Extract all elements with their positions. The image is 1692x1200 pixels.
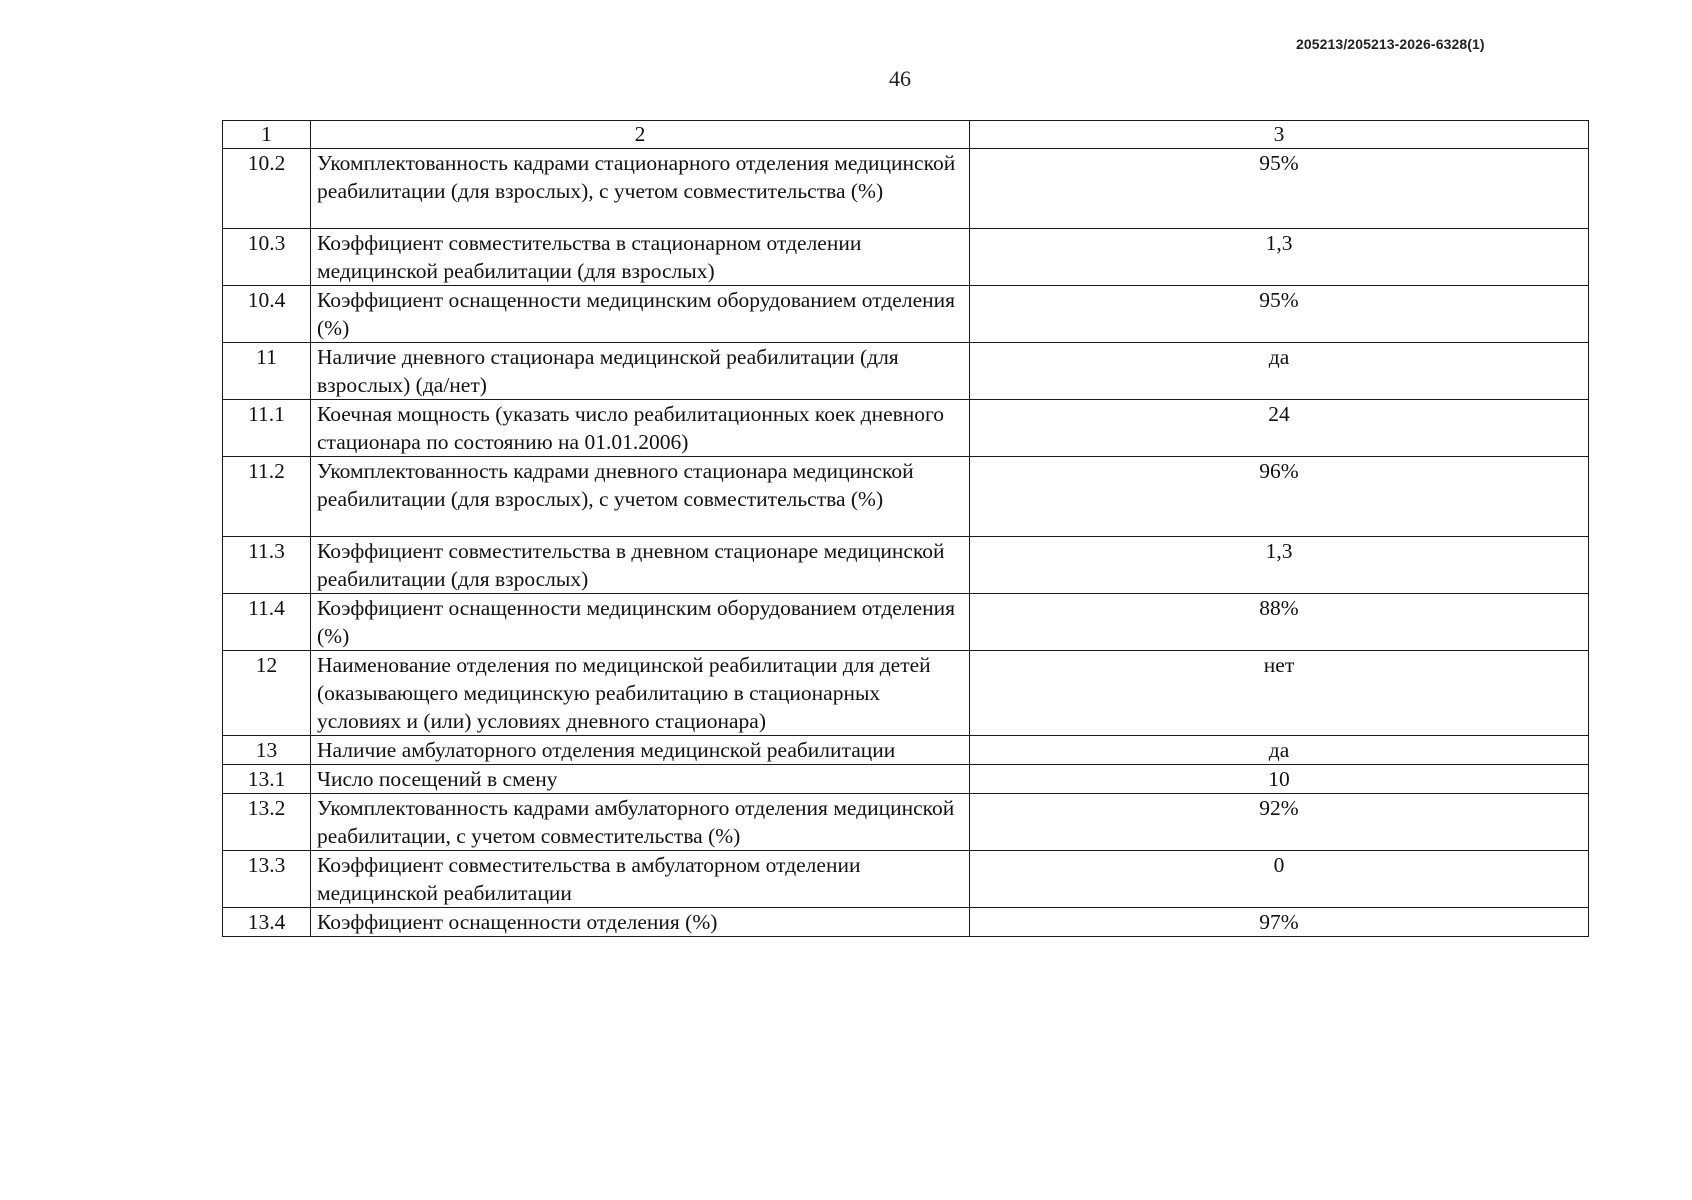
row-number: 10.3 bbox=[223, 229, 311, 286]
row-indicator: Коэффициент оснащенности медицинским оборудованием отделения (%) bbox=[311, 594, 970, 651]
header-cell-number: 1 bbox=[223, 121, 311, 149]
row-number: 13.2 bbox=[223, 794, 311, 851]
row-indicator: Коэффициент оснащенности медицинским оборудованием отделения (%) bbox=[311, 286, 970, 343]
row-value: 24 bbox=[970, 400, 1589, 457]
row-number: 13.1 bbox=[223, 765, 311, 794]
row-value: 95% bbox=[970, 286, 1589, 343]
row-number: 11 bbox=[223, 343, 311, 400]
row-number: 11.4 bbox=[223, 594, 311, 651]
row-number: 13.3 bbox=[223, 851, 311, 908]
table-row bbox=[223, 400, 1589, 457]
table-row bbox=[223, 594, 1589, 651]
row-value: 95% bbox=[970, 149, 1589, 229]
row-indicator: Наличие амбулаторного отделения медицинской реабилитации bbox=[311, 736, 970, 765]
table-row bbox=[223, 286, 1589, 343]
row-indicator: Число посещений в смену bbox=[311, 765, 970, 794]
row-number: 12 bbox=[223, 651, 311, 736]
row-indicator: Укомплектованность кадрами стационарного отделения медицинской реабилитации (для взрослых), с учетом совместительства (%) bbox=[311, 149, 970, 229]
row-value: 88% bbox=[970, 594, 1589, 651]
report-table bbox=[222, 120, 1589, 937]
row-value: 96% bbox=[970, 457, 1589, 537]
row-value: 92% bbox=[970, 794, 1589, 851]
table-row bbox=[223, 851, 1589, 908]
row-number: 13.4 bbox=[223, 908, 311, 937]
table-row bbox=[223, 794, 1589, 851]
row-value: 1,3 bbox=[970, 229, 1589, 286]
table-header-row bbox=[223, 121, 1589, 149]
table-row bbox=[223, 651, 1589, 736]
table-row bbox=[223, 736, 1589, 765]
row-indicator: Укомплектованность кадрами амбулаторного отделения медицинской реабилитации, с учетом совместительства (%) bbox=[311, 794, 970, 851]
row-indicator: Укомплектованность кадрами дневного стационара медицинской реабилитации (для взрослых), с учетом совместительства (%) bbox=[311, 457, 970, 537]
table-row bbox=[223, 765, 1589, 794]
row-indicator: Коэффициент совместительства в стационарном отделении медицинской реабилитации (для взрослых) bbox=[311, 229, 970, 286]
header-cell-value: 3 bbox=[970, 121, 1589, 149]
row-number: 10.4 bbox=[223, 286, 311, 343]
row-value: 0 bbox=[970, 851, 1589, 908]
row-number: 11.3 bbox=[223, 537, 311, 594]
row-number: 10.2 bbox=[223, 149, 311, 229]
row-number: 13 bbox=[223, 736, 311, 765]
row-number: 11.2 bbox=[223, 457, 311, 537]
table-row bbox=[223, 537, 1589, 594]
row-value: 10 bbox=[970, 765, 1589, 794]
table-row bbox=[223, 149, 1589, 229]
row-value: нет bbox=[970, 651, 1589, 736]
row-indicator: Коэффициент оснащенности отделения (%) bbox=[311, 908, 970, 937]
row-indicator: Наименование отделения по медицинской реабилитации для детей (оказывающего медицинскую реабилитацию в стационарных условиях и (или) условиях дневного стационара) bbox=[311, 651, 970, 736]
table-row bbox=[223, 457, 1589, 537]
row-value: 1,3 bbox=[970, 537, 1589, 594]
row-indicator: Коечная мощность (указать число реабилитационных коек дневного стационара по состоянию на 01.01.2006) bbox=[311, 400, 970, 457]
row-value: да bbox=[970, 736, 1589, 765]
page-number: 46 bbox=[889, 66, 911, 91]
row-indicator: Коэффициент совместительства в амбулаторном отделении медицинской реабилитации bbox=[311, 851, 970, 908]
row-indicator: Наличие дневного стационара медицинской реабилитации (для взрослых) (да/нет) bbox=[311, 343, 970, 400]
row-indicator: Коэффициент совместительства в дневном стационаре медицинской реабилитации (для взрослых) bbox=[311, 537, 970, 594]
row-value: 97% bbox=[970, 908, 1589, 937]
report-table-body bbox=[223, 121, 1589, 937]
table-row bbox=[223, 908, 1589, 937]
header-cell-indicator: 2 bbox=[311, 121, 970, 149]
document-id: 205213/205213-2026-6328(1) bbox=[1296, 36, 1485, 52]
table-row bbox=[223, 343, 1589, 400]
row-number: 11.1 bbox=[223, 400, 311, 457]
row-value: да bbox=[970, 343, 1589, 400]
table-row bbox=[223, 229, 1589, 286]
